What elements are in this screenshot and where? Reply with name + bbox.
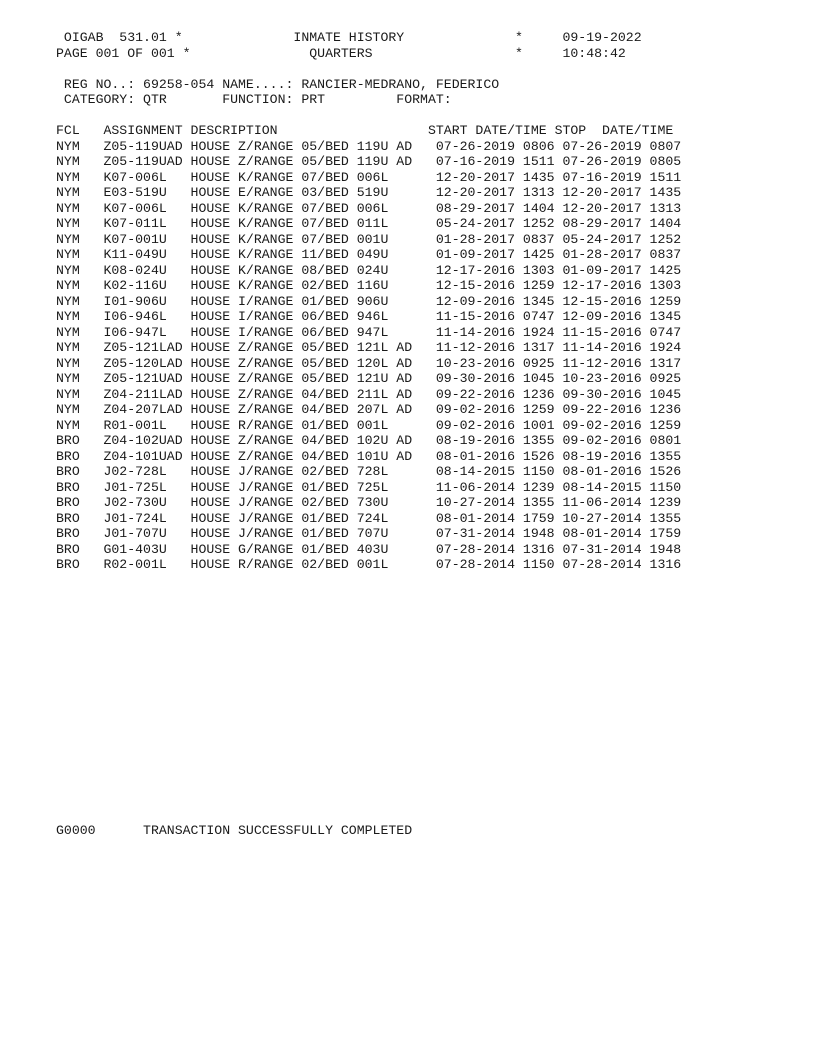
table-row: NYM E03-519U HOUSE E/RANGE 03/BED 519U 12-20-2017 1313 12-20-2017 1435 [56,185,682,200]
table-row: NYM I06-946L HOUSE I/RANGE 06/BED 946L 11-15-2016 0747 12-09-2016 1345 [56,309,682,324]
table-row: BRO G01-403U HOUSE G/RANGE 01/BED 403U 07-28-2014 1316 07-31-2014 1948 [56,541,682,557]
table-row: NYM K02-116U HOUSE K/RANGE 02/BED 116U 12-15-2016 1259 12-17-2016 1303 [56,278,682,293]
table-row: NYM Z04-207LAD HOUSE Z/RANGE 04/BED 207L AD 09-02-2016 1259 09-22-2016 1236 [56,402,682,417]
table-row: NYM Z04-211LAD HOUSE Z/RANGE 04/BED 211L AD 09-22-2016 1236 09-30-2016 1045 [56,386,682,402]
table-row: BRO J01-707U HOUSE J/RANGE 01/BED 707U 07-31-2014 1948 08-01-2014 1759 [56,526,682,541]
status-message: G0000 TRANSACTION SUCCESSFULLY COMPLETED [56,823,413,838]
table-body [56,139,776,573]
table-column-header: FCL ASSIGNMENT DESCRIPTION START DATE/TIME STOP DATE/TIME [56,123,674,138]
table-row: NYM Z05-120LAD HOUSE Z/RANGE 05/BED 120L AD 10-23-2016 0925 11-12-2016 1317 [56,355,682,371]
table-row: NYM I06-947L HOUSE I/RANGE 06/BED 947L 11-14-2016 1924 11-15-2016 0747 [56,324,682,340]
table-row: NYM Z05-119UAD HOUSE Z/RANGE 05/BED 119U AD 07-16-2019 1511 07-26-2019 0805 [56,154,682,169]
table-row: BRO J01-725L HOUSE J/RANGE 01/BED 725L 11-06-2014 1239 08-14-2015 1150 [56,479,682,495]
header-line-1: OIGAB 531.01 * INMATE HISTORY * 09-19-2022 [56,30,642,45]
table-row: BRO J02-728L HOUSE J/RANGE 02/BED 728L 08-14-2015 1150 08-01-2016 1526 [56,464,682,479]
table-row: NYM K07-011L HOUSE K/RANGE 07/BED 011L 05-24-2017 1252 08-29-2017 1404 [56,216,682,231]
table-row: NYM K07-006L HOUSE K/RANGE 07/BED 006L 12-20-2017 1435 07-16-2019 1511 [56,169,682,185]
table-row: BRO J01-724L HOUSE J/RANGE 01/BED 724L 08-01-2014 1759 10-27-2014 1355 [56,510,682,526]
table-row: BRO J02-730U HOUSE J/RANGE 02/BED 730U 10-27-2014 1355 11-06-2014 1239 [56,495,682,510]
table-row: NYM R01-001L HOUSE R/RANGE 01/BED 001L 09-02-2016 1001 09-02-2016 1259 [56,417,682,433]
table-row: NYM K08-024U HOUSE K/RANGE 08/BED 024U 12-17-2016 1303 01-09-2017 1425 [56,262,682,278]
table-row: NYM K07-001U HOUSE K/RANGE 07/BED 001U 01-28-2017 0837 05-24-2017 1252 [56,231,682,247]
category-info-line: CATEGORY: QTR FUNCTION: PRT FORMAT: [56,92,452,107]
terminal-screen [56,30,776,573]
table-row: NYM K11-049U HOUSE K/RANGE 11/BED 049U 01-09-2017 1425 01-28-2017 0837 [56,247,682,262]
table-row: NYM K07-006L HOUSE K/RANGE 07/BED 006L 08-29-2017 1404 12-20-2017 1313 [56,200,682,216]
header-line-2: PAGE 001 OF 001 * QUARTERS * 10:48:42 [56,45,626,61]
spacer [56,108,776,124]
table-row: BRO Z04-101UAD HOUSE Z/RANGE 04/BED 101U AD 08-01-2016 1526 08-19-2016 1355 [56,448,682,464]
table-row: NYM Z05-121UAD HOUSE Z/RANGE 05/BED 121U AD 09-30-2016 1045 10-23-2016 0925 [56,371,682,386]
table-row: BRO R02-001L HOUSE R/RANGE 02/BED 001L 07-28-2014 1150 07-28-2014 1316 [56,557,682,572]
table-row: NYM I01-906U HOUSE I/RANGE 01/BED 906U 12-09-2016 1345 12-15-2016 1259 [56,293,682,309]
register-info-line: REG NO..: 69258-054 NAME....: RANCIER-MEDRANO, FEDERICO [56,76,500,92]
table-row: BRO Z04-102UAD HOUSE Z/RANGE 04/BED 102U AD 08-19-2016 1355 09-02-2016 0801 [56,433,682,448]
table-row: NYM Z05-121LAD HOUSE Z/RANGE 05/BED 121L AD 11-12-2016 1317 11-14-2016 1924 [56,340,682,355]
spacer [56,61,776,77]
table-row: NYM Z05-119UAD HOUSE Z/RANGE 05/BED 119U AD 07-26-2019 0806 07-26-2019 0807 [56,138,682,154]
